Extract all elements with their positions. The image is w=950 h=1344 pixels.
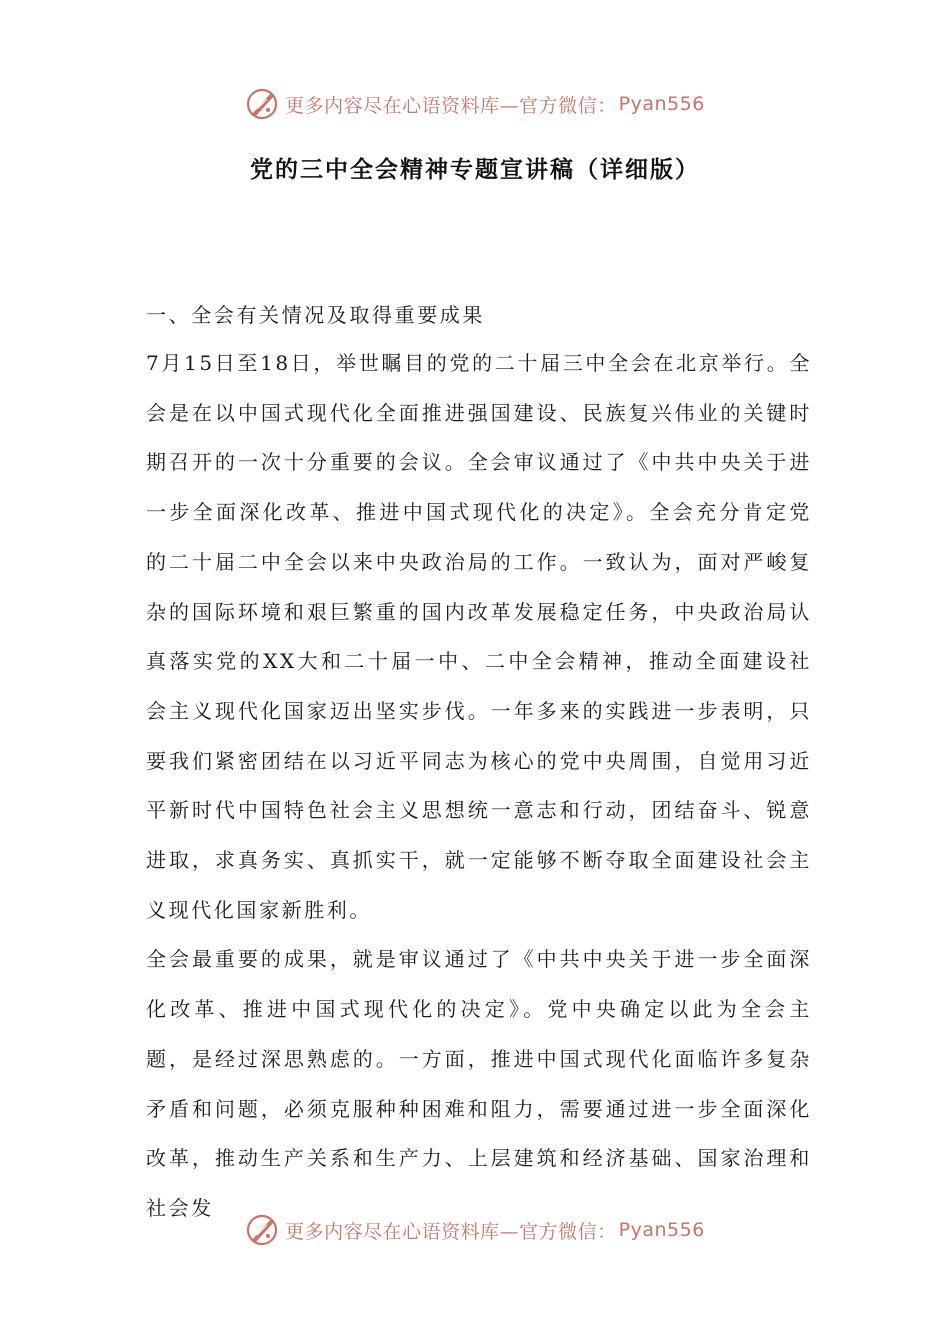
quill-pen-logo-icon [245, 1213, 279, 1247]
header-watermark [0, 84, 950, 124]
watermark-text: 更多内容尽在心语资料库—官方微信： [285, 94, 617, 117]
watermark-wechat-id: Pyan556 [618, 1219, 705, 1241]
body-paragraph: 全会最重要的成果，就是审议通过了《中共中央关于进一步全面深化改革、推进中国式现代化的决定》。党中央确定以此为全会主题，是经过深思熟虑的。一方面，推进中国式现代化面临许多复杂矛盾和问题，必须克服种种困难和阻力，需要通过进一步全面深化改革，推动生产关系和生产力、上层建筑和经济基础、国家治理和社会发 [146, 947, 812, 1220]
document-title: 党的三中全会精神专题宣讲稿（详细版） [250, 157, 700, 183]
footer-watermark [0, 1210, 950, 1250]
watermark-wechat-id: Pyan556 [618, 93, 705, 115]
section-heading: 一、全会有关情况及取得重要成果 [146, 303, 485, 327]
body-paragraph: 7月15日至18日，举世瞩目的党的二十届三中全会在北京举行。全会是在以中国式现代化全面推进强国建设、民族复兴伟业的关键时期召开的一次十分重要的会议。全会审议通过了《中共中央关于进一步全面深化改革、推进中国式现代化的决定》。全会充分肯定党的二十届二中全会以来中央政治局的工作。一致认为，面对严峻复杂的国际环境和艰巨繁重的国内改革发展稳定任务，中央政治局认真落实党的XX大和二十届一中、二中全会精神，推动全面建设社会主义现代化国家迈出坚实步伐。一年多来的实践进一步表明，只要我们紧密团结在以习近平同志为核心的党中央周围，自觉用习近平新时代中国特色社会主义思想统一意志和行动，团结奋斗、锐意进取，求真务实、真抓实干，就一定能够不断夺取全面建设社会主义现代化国家新胜利。 [146, 351, 812, 922]
document-body [146, 292, 812, 1234]
quill-pen-logo-icon [245, 87, 279, 121]
watermark-text: 更多内容尽在心语资料库—官方微信： [285, 1220, 617, 1243]
